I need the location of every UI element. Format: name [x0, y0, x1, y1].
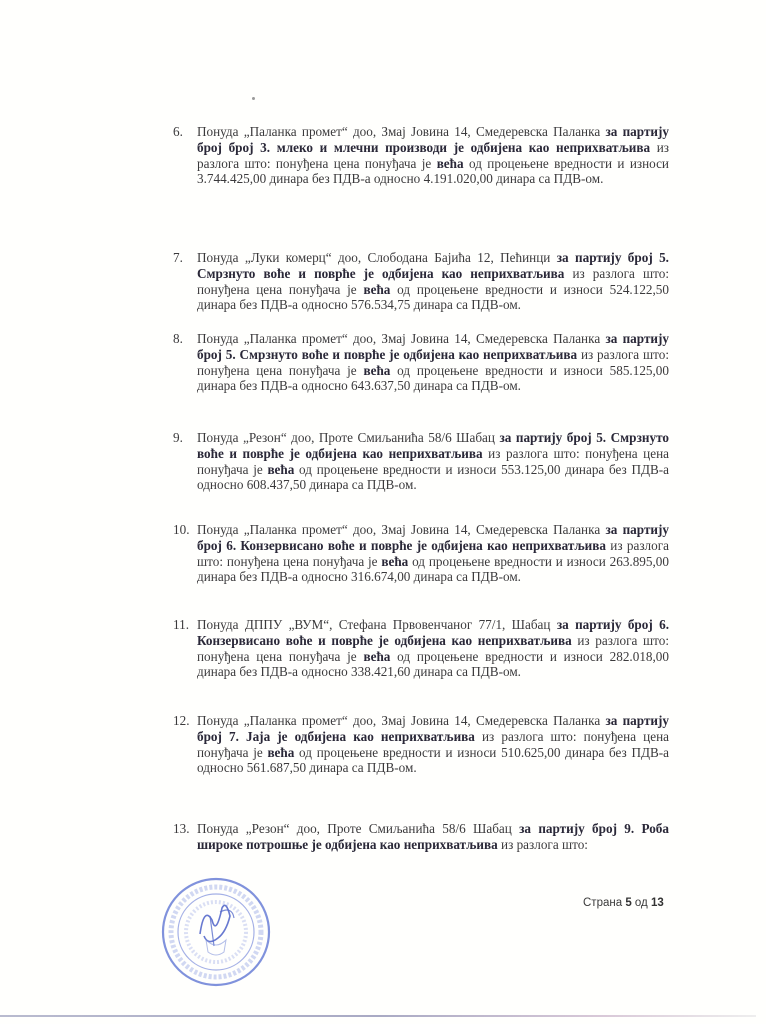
lot-decision: за партију број 9. Роба широке потрошње је одбијена као неприхватљива	[197, 821, 669, 852]
offer-intro: Понуда „Резон“ доо, Проте Смиљанића 58/6 Шабац	[197, 821, 520, 836]
item-number: 12.	[173, 713, 190, 728]
offer-intro: Понуда „Паланка промет“ доо, Змај Јовина 14, Смедеревска Паланка	[197, 522, 606, 537]
amount-text: од процењене вредности и износи 585.125,00 динара без ПДВ-а односно 643.637,50 динара са ПДВ-ом.	[197, 362, 669, 394]
list-item	[173, 713, 669, 776]
item-number: 8.	[173, 331, 183, 346]
reason-text: из разлога што:	[497, 836, 588, 852]
lot-decision: за партију број 6. Конзервисано воће и поврће је одбијена као неприхватљива	[197, 522, 670, 553]
lot-decision: за партију број 7. Јаја је одбијена као неприхватљива	[197, 713, 670, 744]
item-number: 6.	[173, 124, 183, 139]
item-text	[197, 124, 669, 187]
reason-text: из разлога што: понуђена цена понуђача је	[197, 265, 669, 297]
page-total: 13	[650, 897, 664, 909]
lot-decision: за партију број број 3. млеко и млечни производи је одбијена као неприхватљива	[197, 124, 670, 155]
offer-intro: Понуда „Луки комерц“ доо, Слободана Бајића 12, Пећинци	[197, 250, 557, 265]
lot-decision: за партију број 6. Конзервисано воће и поврће је одбијена као неприхватљива	[197, 617, 669, 648]
list-item	[173, 522, 669, 585]
item-number: 10.	[173, 522, 190, 537]
reason-emphasis: већа	[436, 155, 464, 171]
list-item	[173, 430, 669, 493]
reason-text: из разлога што: понуђена цена понуђача је	[197, 445, 669, 477]
item-text	[197, 430, 669, 493]
reason-emphasis: већа	[363, 362, 391, 378]
item-number: 11.	[173, 617, 189, 632]
item-text	[197, 522, 669, 585]
list-item	[173, 250, 669, 313]
offer-intro: Понуда ДППУ „ВУМ“, Стефана Првовенчаног 77/1, Шабац	[197, 617, 557, 632]
reason-emphasis: већа	[381, 553, 409, 569]
offer-intro: Понуда „Паланка промет“ доо, Змај Јовина 14, Смедеревска Паланка	[197, 713, 606, 728]
reason-text: из разлога што: понуђена цена понуђача је	[197, 728, 669, 760]
lot-decision: за партију број 5. Смрзнуто воће и поврће је одбијена као неприхватљива	[197, 430, 669, 461]
list-item	[173, 124, 669, 187]
reason-emphasis: већа	[363, 281, 391, 297]
item-text	[197, 617, 669, 680]
item-text	[197, 713, 669, 776]
item-text	[197, 821, 669, 853]
reason-emphasis: већа	[267, 744, 295, 760]
page-number	[583, 897, 664, 909]
item-text	[197, 331, 669, 394]
scan-edge-line	[0, 1015, 756, 1017]
page-label: Страна	[583, 897, 626, 909]
page-current: 5	[625, 897, 632, 909]
reason-emphasis: већа	[267, 461, 295, 477]
lot-decision: за партију број 5. Смрзнуто воће и поврће је одбијена као неприхватљива	[197, 250, 669, 281]
item-number: 7.	[173, 250, 183, 265]
list-item	[173, 331, 669, 394]
reason-text: из разлога што: понуђена цена понуђача је	[197, 346, 669, 378]
amount-text: од процењене вредности и износи 3.744.425,00 динара без ПДВ-а односно 4.191.020,00 динара са ПДВ-ом.	[197, 155, 669, 187]
lot-decision: за партију број 5. Смрзнуто воће и поврће је одбијена као неприхватљива	[197, 331, 670, 362]
official-stamp-icon	[160, 876, 272, 988]
item-number: 13.	[173, 821, 190, 836]
offer-intro: Понуда „Резон“ доо, Проте Смиљанића 58/6 Шабац	[197, 430, 500, 445]
scan-speck	[252, 97, 255, 100]
item-number: 9.	[173, 430, 183, 445]
offer-intro: Понуда „Паланка промет“ доо, Змај Јовина 14, Смедеревска Паланка	[197, 124, 606, 139]
reason-text: из разлога што: понуђена цена понуђача је	[197, 139, 669, 171]
reason-text: из разлога што: понуђена цена понуђача је	[197, 537, 669, 569]
list-item	[173, 617, 669, 680]
amount-text: од процењене вредности и износи 510.625,00 динара без ПДВ-а односно 561.687,50 динара са ПДВ-ом.	[197, 744, 670, 776]
item-text	[197, 250, 669, 313]
offer-intro: Понуда „Паланка промет“ доо, Змај Јовина 14, Смедеревска Паланка	[197, 331, 606, 346]
reason-emphasis: већа	[363, 648, 391, 664]
list-item	[173, 821, 669, 853]
reason-text: из разлога што: понуђена цена понуђача је	[197, 632, 669, 664]
amount-text: од процењене вредности и износи 553.125,00 динара без ПДВ-а односно 608.437,50 динара са ПДВ-ом.	[197, 461, 670, 493]
amount-text: од процењене вредности и износи 524.122,50 динара без ПДВ-а односно 576.534,75 динара са ПДВ-ом.	[197, 281, 669, 313]
amount-text: од процењене вредности и износи 282.018,00 динара без ПДВ-а односно 338.421,60 динара са ПДВ-ом.	[197, 648, 669, 680]
page-of-label: од	[631, 897, 651, 909]
amount-text: од процењене вредности и износи 263.895,00 динара без ПДВ-а односно 316.674,00 динара са ПДВ-ом.	[197, 553, 669, 585]
